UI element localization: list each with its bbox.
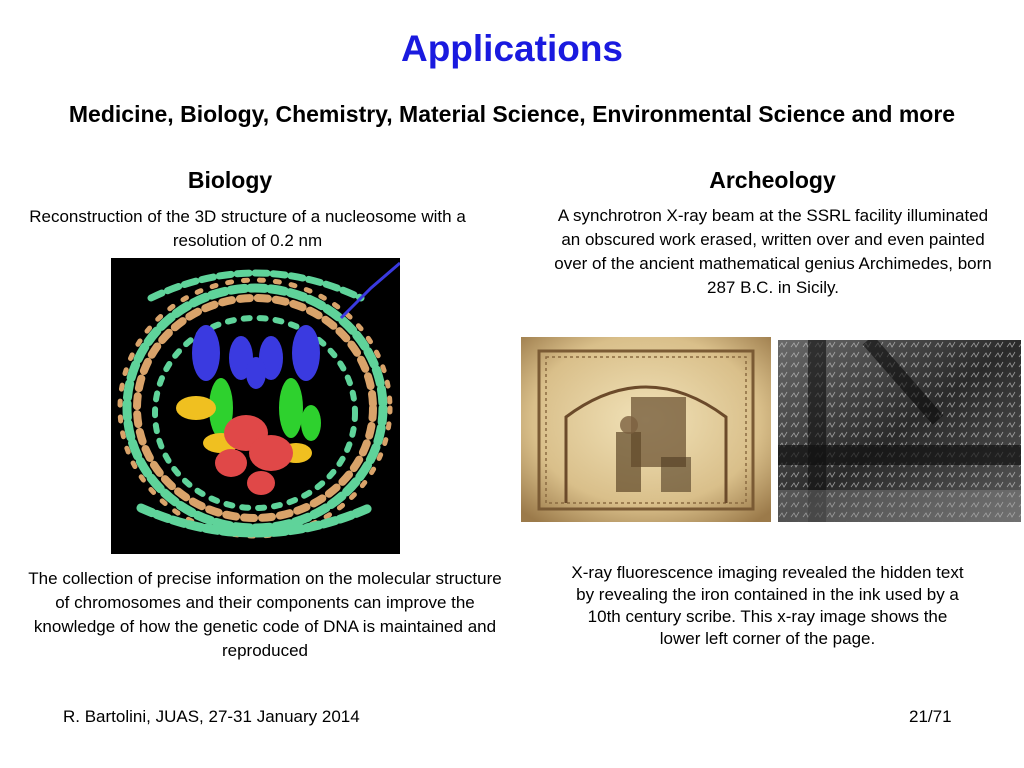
biology-heading: Biology — [187, 167, 273, 193]
biology-description: Reconstruction of the 3D structure of a nucleosome with a resolution of 0.2 nm — [29, 207, 466, 250]
palimpsest-page-image — [521, 337, 771, 522]
xray-illustration — [778, 340, 1021, 522]
nucleosome-illustration — [111, 258, 400, 554]
footer-author: R. Bartolini, JUAS, 27-31 January 2014 — [63, 707, 360, 726]
slide-subtitle: Medicine, Biology, Chemistry, Material Science, Environmental Science and more — [68, 101, 956, 127]
palimpsest-illustration — [521, 337, 771, 522]
nucleosome-image — [111, 258, 400, 554]
biology-caption: The collection of precise information on the molecular structure of chromosomes and their components can improve the knowledge of how the genetic code of DNA is maintained and reproduced — [28, 569, 502, 660]
slide-title: Applications — [400, 28, 624, 69]
archeology-heading: Archeology — [709, 167, 836, 193]
page-number: 21/71 — [909, 707, 952, 726]
archeology-caption: X-ray fluorescence imaging revealed the hidden text by revealing the iron contained in the ink used by a 10th century scribe. This x-ray image shows the lower left corner of the page. — [571, 563, 964, 648]
xray-fluorescence-image — [778, 340, 1021, 522]
archeology-description: A synchrotron X-ray beam at the SSRL facility illuminated an obscured work erased, written over and even painted over of the ancient mathematical genius Archimedes, born 287 B.C. in Sicily. — [554, 206, 992, 297]
